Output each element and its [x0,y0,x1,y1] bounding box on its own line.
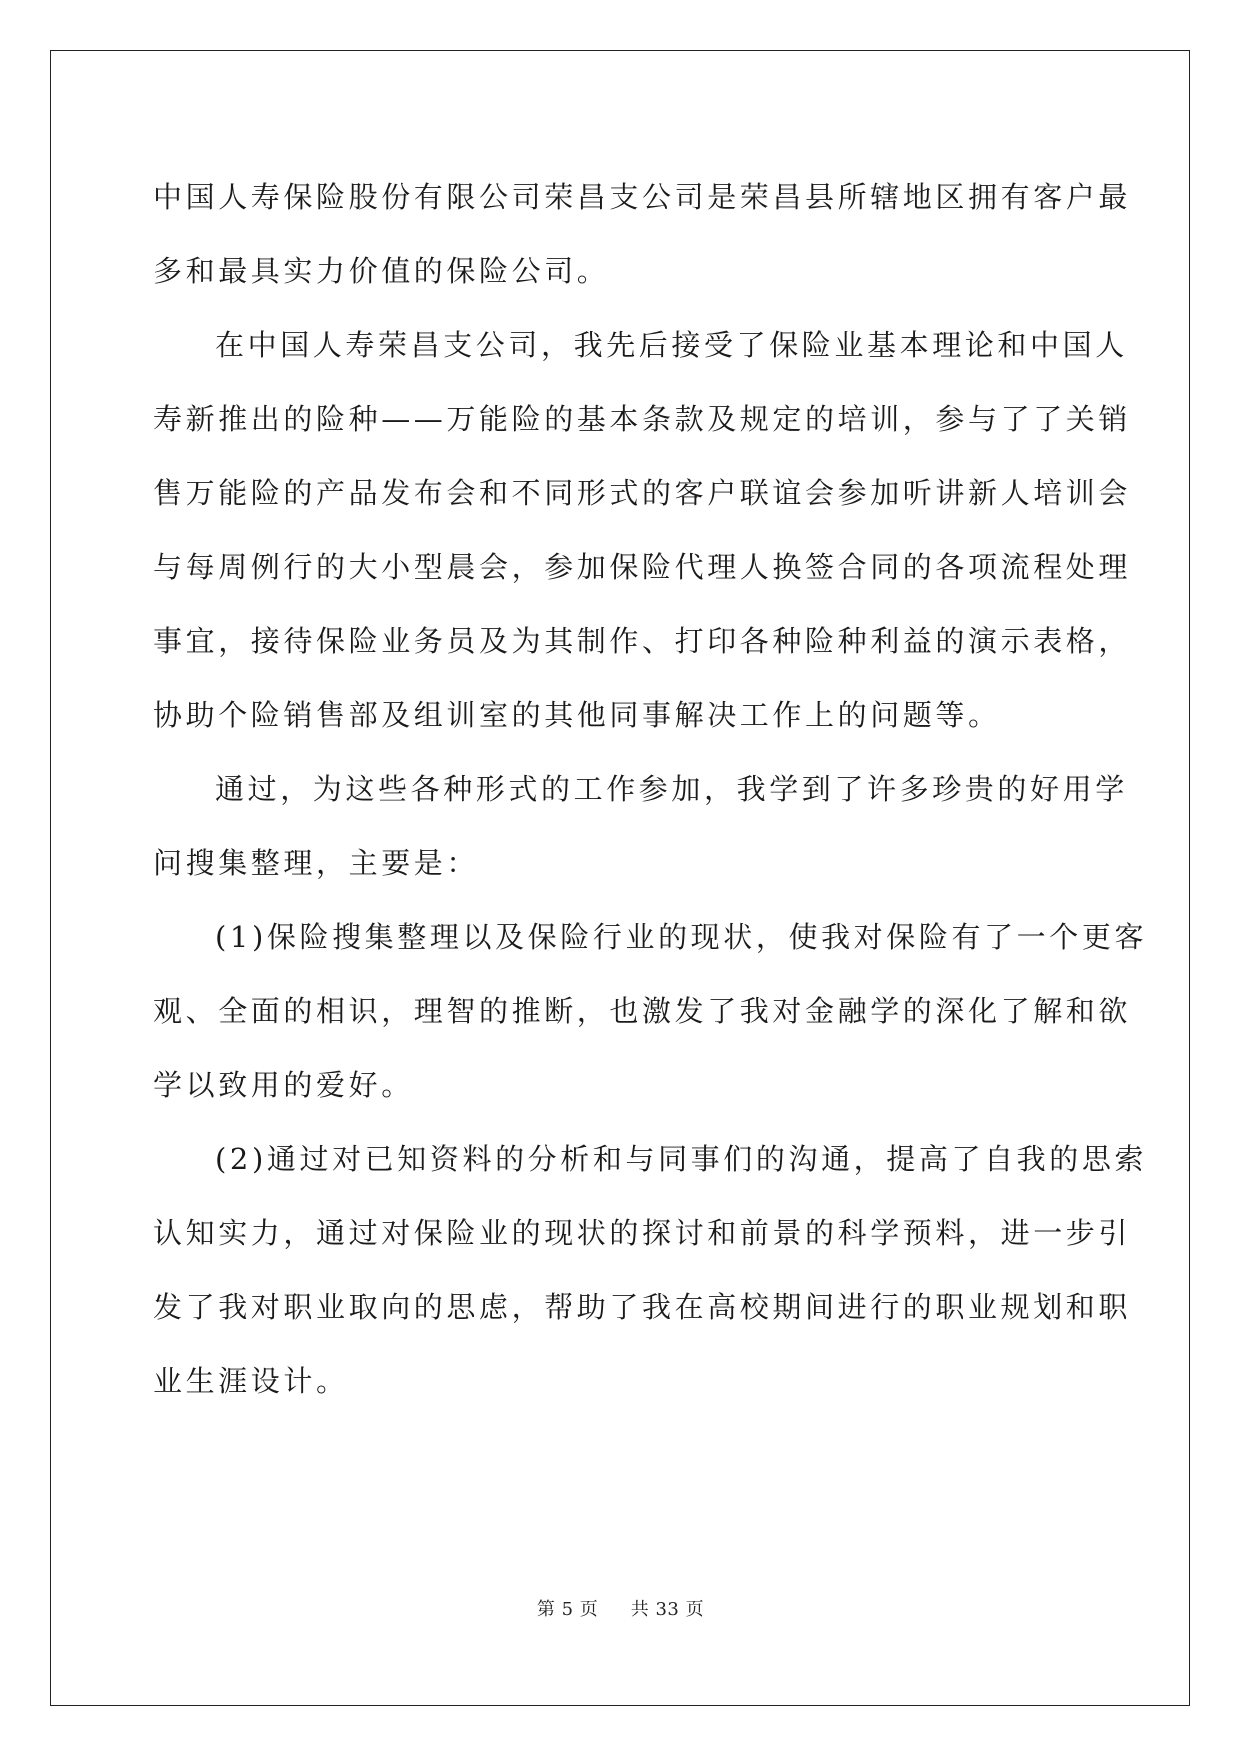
paragraph-line: 多和最具实力价值的保险公司。 [153,254,610,288]
paragraph-2 [153,308,1132,752]
paragraph-line: 问搜集整理，主要是： [153,846,480,880]
paragraph-line: 业生涯设计。 [153,1364,349,1398]
paragraph-line: 中国人寿保险股份有限公司荣昌支公司是荣昌县所辖地区拥有客户最 [153,180,1132,214]
page-total: 共 33 页 [630,1599,705,1620]
paragraph-line: 售万能险的产品发布会和不同形式的客户联谊会参加听讲新人培训会 [153,476,1132,510]
paragraph-line: (1)保险搜集整理以及保险行业的现状，使我对保险有了一个更客 [215,920,1148,954]
paragraph-line: 认知实力，通过对保险业的现状的探讨和前景的科学预料，进一步引 [153,1216,1132,1250]
paragraph-1 [153,160,1132,308]
page-number: 第 5 页 [536,1599,599,1620]
page-footer [0,1595,1241,1621]
paragraph-line: 事宜，接待保险业务员及为其制作、打印各种险种利益的演示表格， [153,624,1132,658]
paragraph-line: 与每周例行的大小型晨会，参加保险代理人换签合同的各项流程处理 [153,550,1132,584]
paragraph-5 [153,1122,1148,1418]
paragraph-line: 协助个险销售部及组训室的其他同事解决工作上的问题等。 [153,698,1001,732]
paragraph-line: 在中国人寿荣昌支公司，我先后接受了保险业基本理论和中国人 [215,328,1128,362]
paragraph-line: 寿新推出的险种——万能险的基本条款及规定的培训，参与了了关销 [153,402,1132,436]
paragraph-4 [153,900,1148,1122]
paragraph-line: (2)通过对已知资料的分析和与同事们的沟通，提高了自我的思索 [215,1142,1148,1176]
paragraph-line: 发了我对职业取向的思虑，帮助了我在高校期间进行的职业规划和职 [153,1290,1132,1324]
paragraph-3 [153,752,1128,900]
paragraph-line: 通过，为这些各种形式的工作参加，我学到了许多珍贵的好用学 [215,772,1128,806]
paragraph-line: 观、全面的相识，理智的推断，也激发了我对金融学的深化了解和欲 [153,994,1132,1028]
paragraph-line: 学以致用的爱好。 [153,1068,414,1102]
document-body [153,160,1148,1418]
